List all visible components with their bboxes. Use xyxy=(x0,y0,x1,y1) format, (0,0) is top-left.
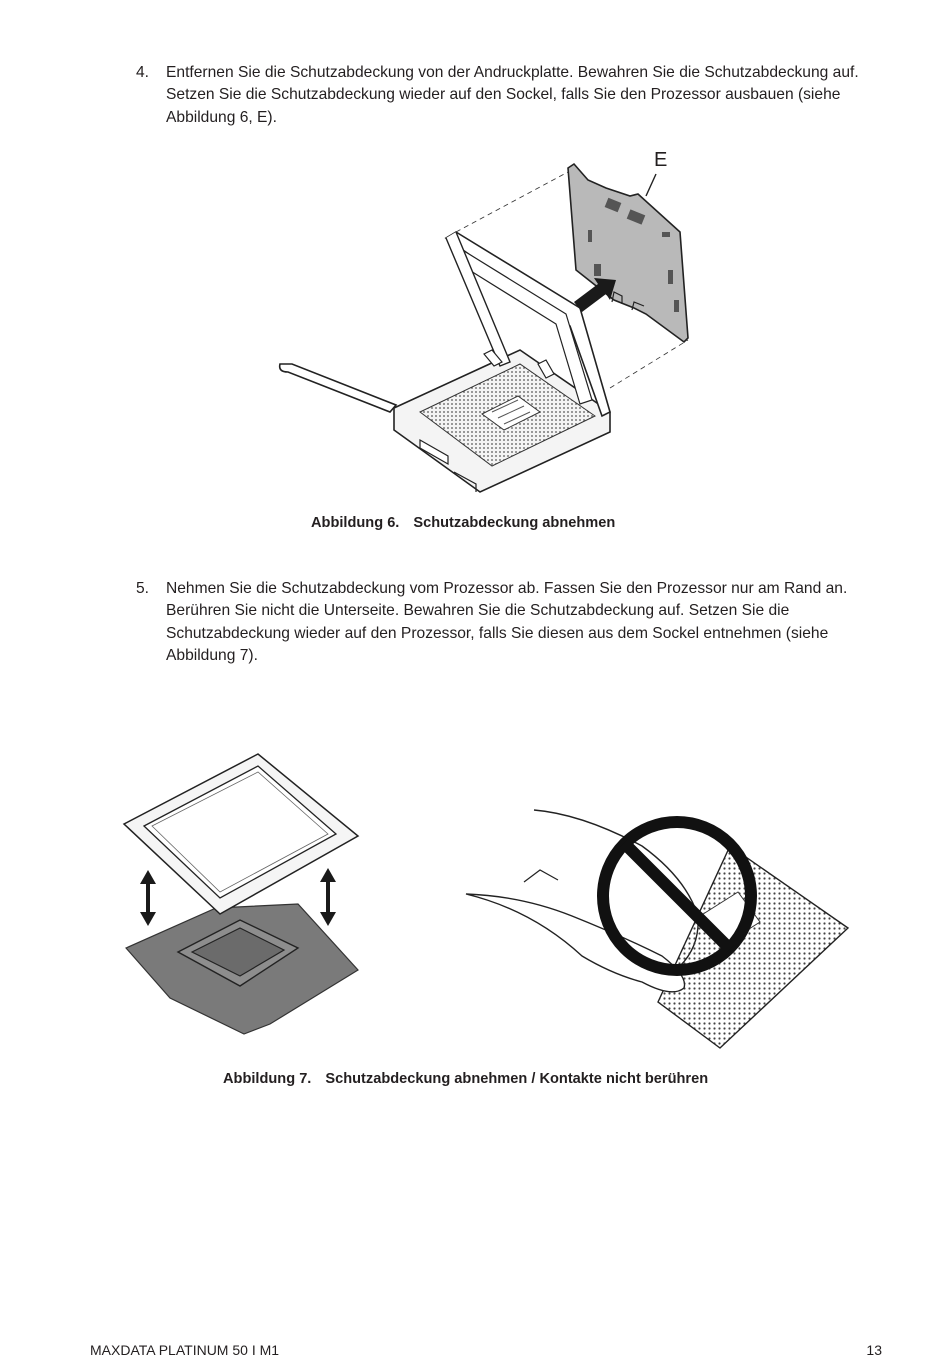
figure-7-do-not-touch-illustration xyxy=(462,806,862,1056)
step-4 xyxy=(136,62,896,129)
step-number: 4. xyxy=(136,64,150,81)
footer-page-number: 13 xyxy=(866,1342,882,1358)
step-text: Nehmen Sie die Schutzabdeckung vom Prozessor ab. Fassen Sie den Prozessor nur am Rand an. Berühren Sie nicht die Unterseite. Bewahren Sie die Schutzabdeckung auf. Setzen Sie die Schutzabdeckung wieder auf den Prozessor, falls Sie diesen aus dem Sockel entnehmen (siehe Abbildung 7). xyxy=(166,580,848,664)
caption-label: Abbildung 6. xyxy=(311,515,400,531)
figure-7-processor-cover-illustration xyxy=(122,752,362,1052)
figure-7-caption xyxy=(223,1071,708,1087)
step-number: 5. xyxy=(136,580,150,597)
caption-label: Abbildung 7. xyxy=(223,1071,312,1087)
footer-product-name: MAXDATA PLATINUM 50 I M1 xyxy=(90,1342,280,1358)
caption-title: Schutzabdeckung abnehmen / Kontakte nicht berühren xyxy=(325,1071,709,1087)
up-down-arrow-icon xyxy=(140,870,156,926)
step-5 xyxy=(136,578,896,667)
figure-6-caption xyxy=(311,515,615,531)
protective-cover-e xyxy=(568,164,688,342)
caption-title: Schutzabdeckung abnehmen xyxy=(413,515,616,531)
up-down-arrow-icon xyxy=(320,868,336,926)
finger xyxy=(466,894,685,992)
callout-label-e: E xyxy=(654,149,668,171)
step-text: Entfernen Sie die Schutzabdeckung von der Andruckplatte. Bewahren Sie die Schutzabdeckung auf. Setzen Sie die Schutzabdeckung wieder auf den Sockel, falls Sie den Prozessor ausbauen (siehe Abbildung 6, E). xyxy=(166,64,859,126)
figure-6-socket-illustration xyxy=(270,150,730,495)
